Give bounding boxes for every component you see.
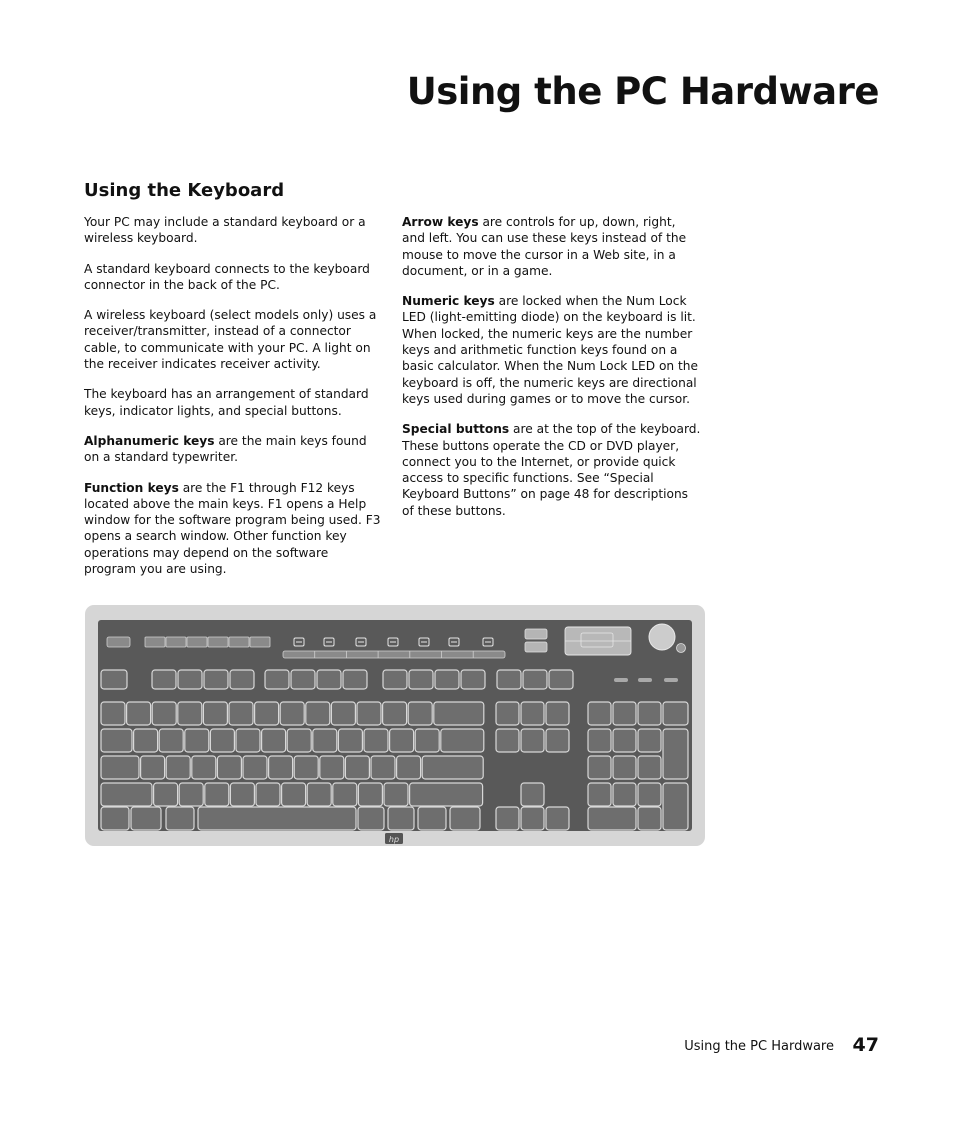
key — [159, 729, 183, 752]
key-function — [461, 670, 485, 689]
key — [320, 756, 344, 779]
key — [101, 702, 125, 725]
description-alphanumeric: are the main keys found on a standard typewriter. — [84, 433, 367, 465]
key — [243, 756, 267, 779]
key — [313, 729, 337, 752]
key — [388, 807, 414, 830]
key — [179, 783, 203, 806]
key — [262, 729, 286, 752]
term-function-keys: Function keys — [84, 480, 179, 495]
term-special-buttons: Special buttons — [402, 422, 510, 437]
key — [358, 783, 382, 806]
paragraph-alphanumeric — [84, 433, 384, 466]
key — [287, 729, 311, 752]
key-numeric — [613, 783, 636, 806]
term-arrow-keys: Arrow keys — [402, 215, 479, 229]
key — [397, 756, 421, 779]
key-arrow-up — [521, 783, 544, 806]
sleep-button — [107, 637, 130, 647]
key-numeric — [588, 702, 611, 725]
indicator-light — [614, 678, 628, 682]
chapter-title: Using the PC Hardware — [406, 70, 879, 113]
key-function — [549, 670, 573, 689]
key — [152, 702, 176, 725]
key — [418, 807, 446, 830]
key — [415, 729, 439, 752]
key-navigation — [546, 702, 569, 725]
section-title: Using the Keyboard — [84, 180, 285, 201]
description-arrow-keys: are controls for up, down, right, and left. You can use these keys instead of the mouse to move the cursor in a Web site, in a document, or in a game. — [402, 215, 687, 278]
media-button — [229, 637, 249, 647]
key — [371, 756, 395, 779]
key — [192, 756, 216, 779]
key — [205, 783, 229, 806]
key-numeric — [663, 702, 688, 725]
paragraph-numeric-keys — [402, 293, 702, 407]
key-navigation — [521, 729, 544, 752]
paragraph-special-buttons — [402, 421, 702, 519]
key — [101, 783, 152, 806]
description-numeric-keys: are locked when the Num Lock LED (light-emitting diode) on the keyboard is lit. When locked, the numeric keys are the number keys and arithmetic function keys found on a basic calculator. When the Num Lock LED on the keyboard is off, the numeric keys are directional keys used during games or to move the cursor. — [402, 294, 699, 406]
media-button — [208, 637, 228, 647]
paragraph-wireless-keyboard: A wireless keyboard (select models only) uses a receiver/transmitter, instead of a connector cable, to communicate with your PC. A light on the receiver indicates receiver activity. — [84, 308, 377, 372]
key — [422, 756, 483, 779]
volume-knob — [649, 624, 675, 650]
volume-button — [525, 642, 547, 652]
key — [345, 756, 369, 779]
key-numeric — [588, 756, 611, 779]
key — [154, 783, 178, 806]
hp-logo — [385, 833, 403, 844]
hp-logo-text: hp — [388, 835, 400, 844]
key — [383, 702, 407, 725]
key-navigation — [496, 702, 519, 725]
key — [441, 729, 484, 752]
key-navigation — [521, 702, 544, 725]
paragraph-function-keys — [84, 480, 384, 578]
key-numeric-plus — [663, 729, 688, 779]
key — [333, 783, 357, 806]
key-navigation — [546, 729, 569, 752]
key-numeric — [638, 783, 661, 806]
term-alphanumeric-keys: Alphanumeric keys — [84, 433, 215, 448]
indicator-lights — [614, 678, 678, 682]
key-numeric — [613, 756, 636, 779]
key — [101, 729, 132, 752]
key-arrow — [496, 807, 519, 830]
key-numeric-enter — [663, 783, 688, 830]
key — [338, 729, 362, 752]
paragraph-arrangement: The keyboard has an arrangement of standard keys, indicator lights, and special buttons. — [84, 387, 369, 418]
key — [178, 702, 202, 725]
key-numeric — [613, 729, 636, 752]
key — [294, 756, 318, 779]
key-function — [343, 670, 367, 689]
key-numeric-zero — [588, 807, 636, 830]
key — [229, 702, 253, 725]
key — [127, 702, 151, 725]
key — [101, 807, 129, 830]
media-button — [187, 637, 207, 647]
key-numeric — [638, 807, 661, 830]
key — [282, 783, 306, 806]
page-number: 47 — [852, 1034, 879, 1056]
key — [410, 783, 483, 806]
key — [166, 807, 194, 830]
key-numeric — [638, 729, 661, 752]
key — [230, 783, 254, 806]
key — [217, 756, 241, 779]
special-buttons-bar — [283, 651, 505, 658]
footer-running-title: Using the PC Hardware — [684, 1039, 834, 1054]
paragraph-arrow-keys — [402, 214, 702, 279]
key — [434, 702, 484, 725]
key — [236, 729, 260, 752]
key — [390, 729, 414, 752]
key — [331, 702, 355, 725]
key — [307, 783, 331, 806]
description-function-keys: are the F1 through F12 keys located above the main keys. F1 opens a Help window for the software program being used. F3 opens a search window. Other function key operations may depend on the software program you are using. — [84, 480, 381, 577]
key-esc — [101, 670, 127, 689]
key — [364, 729, 388, 752]
media-button — [166, 637, 186, 647]
key — [384, 783, 408, 806]
key-function — [291, 670, 315, 689]
key-function — [204, 670, 228, 689]
key-arrow — [546, 807, 569, 830]
key — [450, 807, 480, 830]
left-column — [84, 214, 384, 591]
key — [256, 783, 280, 806]
key-numeric — [588, 783, 611, 806]
key — [269, 756, 293, 779]
key — [141, 756, 165, 779]
key-function — [383, 670, 407, 689]
key-numeric — [588, 729, 611, 752]
key-function — [178, 670, 202, 689]
key — [280, 702, 304, 725]
key — [166, 756, 190, 779]
key-arrow — [521, 807, 544, 830]
term-numeric-keys: Numeric keys — [402, 294, 495, 309]
key — [358, 807, 384, 830]
key — [210, 729, 234, 752]
indicator-light — [638, 678, 652, 682]
key-function — [317, 670, 341, 689]
key-function — [230, 670, 254, 689]
key — [255, 702, 279, 725]
key-function — [409, 670, 433, 689]
indicator-light — [664, 678, 678, 682]
paragraph-intro: Your PC may include a standard keyboard or a wireless keyboard. — [84, 215, 366, 246]
key — [185, 729, 209, 752]
key-numeric — [638, 702, 661, 725]
key-function — [435, 670, 459, 689]
key — [306, 702, 330, 725]
key-function — [152, 670, 176, 689]
paragraph-standard-keyboard: A standard keyboard connects to the keyboard connector in the back of the PC. — [84, 261, 370, 292]
key — [357, 702, 381, 725]
key — [134, 729, 158, 752]
key-function — [265, 670, 289, 689]
description-special-buttons: are at the top of the keyboard. These buttons operate the CD or DVD player, connect you to the Internet, or provide quick access to specific functions. See “Special Keyboard Buttons” on page 48 for descriptions of these buttons. — [402, 422, 701, 518]
mute-button — [677, 644, 686, 653]
key — [131, 807, 161, 830]
media-button — [250, 637, 270, 647]
key — [408, 702, 432, 725]
volume-button — [525, 629, 547, 639]
key-numeric — [613, 702, 636, 725]
key — [101, 756, 139, 779]
key-function — [497, 670, 521, 689]
key — [203, 702, 227, 725]
key-numeric — [638, 756, 661, 779]
key-function — [523, 670, 547, 689]
key-navigation — [496, 729, 519, 752]
right-column — [402, 214, 702, 533]
media-button — [145, 637, 165, 647]
key — [198, 807, 356, 830]
keyboard-illustration — [85, 605, 705, 846]
